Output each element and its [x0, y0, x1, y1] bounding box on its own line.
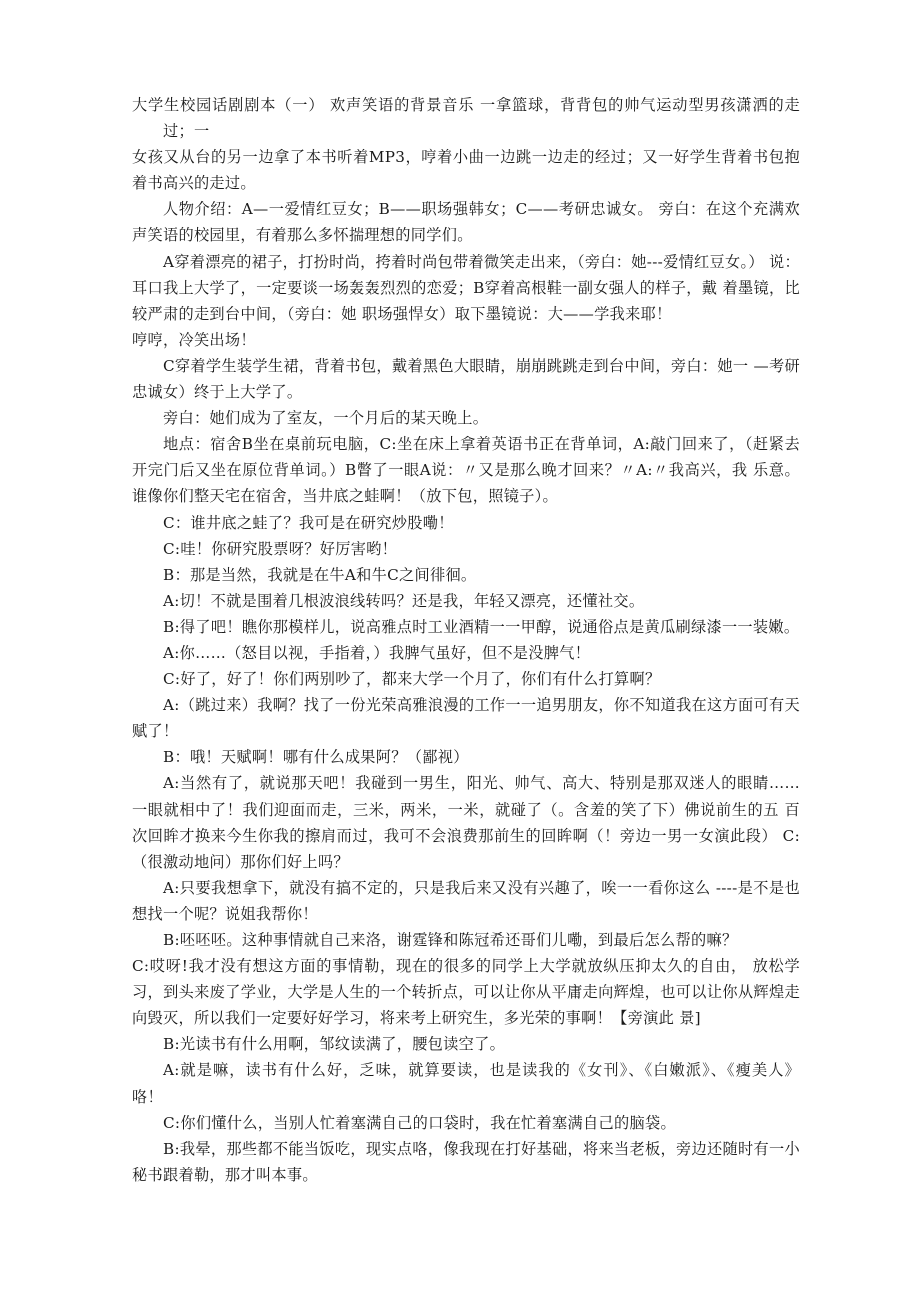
paragraph-location: 地点：宿舍B坐在桌前玩电脑，C:坐在床上拿着英语书正在背单词，A:敲门回来了，（赶紧去开完门后又坐在原位背单词。）B瞥了一眼A说：〃又是那么晚才回来？〃A:〃我高兴，我 乐意。谁像你们整天宅在宿舍，当井底之蛙啊！（放下包，照镜子）。: [132, 435, 800, 506]
paragraph-stage-direction: 女孩又从台的另一边拿了本书听着MP3，哼着小曲一边跳一边走的经过；又一好学生背着书包抱着书高兴的走过。: [132, 148, 800, 193]
paragraph-a-b-entrance: A穿着漂亮的裙子，打扮时尚，挎着时尚包带着微笑走出来，（旁白：她---爱情红豆女。） 说：耳口我上大学了，一定要谈一场轰轰烈烈的恋爱；B穿着高根鞋一副女强人的样子，戴 着墨镜，比较严肃的走到台中间，（旁白：她 职场强悍女）取下墨镜说：大——学我来耶！: [132, 252, 800, 323]
paragraph-narration: 旁白：她们成为了室友，一个月后的某天晚上。: [163, 409, 489, 428]
dialogue-line: A:当然有了，就说那天吧！我碰到一男生，阳光、帅气、高大、特别是那双迷人的眼睛…… 一眼就相中了！我们迎面而走，三米，两米，一米，就碰了（。含羞的笑了下）佛说前生的五 百次回眸才换来今生你我的擦肩而过，我可不会浪费那前生的回眸啊（！旁边一男一女演此段） C:（很激动地问）那你们好上吗？: [132, 774, 800, 871]
paragraph-characters: 人物介绍：A—一爱情红豆女；B——职场强韩女；C——考研忠诚女。 旁白：在这个充满欢声笑语的校园里，有着那么多怀揣理想的同学们。: [132, 200, 800, 245]
dialogue-line: A:（跳过来）我啊？找了一份光荣高雅浪漫的工作一一追男朋友，你不知道我在这方面可有天赋了！: [132, 696, 800, 741]
dialogue-line: A:就是嘛，读书有什么好，乏味，就算要读，也是读我的《女刊》、《白嫩派》、《瘦美人》 咯！: [132, 1061, 800, 1106]
dialogue-line: B:得了吧！瞧你那模样儿，说高雅点时工业酒精一一甲醇，说通俗点是黄瓜刷绿漆一一装嫩。: [163, 617, 800, 636]
dialogue-line: C:好了，好了！你们两别吵了，都来大学一个月了，你们有什么打算啊？: [163, 670, 661, 689]
dialogue-line: B：哦！天赋啊！哪有什么成果阿？（鄙视）: [163, 748, 469, 767]
dialogue-line: B：那是当然，我就是在牛A和牛C之间徘徊。: [163, 565, 477, 584]
dialogue-line: B:光读书有什么用啊，邹纹读满了，腰包读空了。: [163, 1035, 506, 1054]
paragraph-cold-laugh: 哼哼，冷笑出场！: [132, 330, 256, 349]
paragraph-c-entrance: C穿着学生装学生裙，背着书包，戴着黑色大眼睛，崩崩跳跳走到台中间，旁白：她一 —考研忠诚女）终于上大学了。: [132, 356, 800, 402]
script-text: [132, 92, 800, 1188]
dialogue-line: B:我晕，那些都不能当饭吃，现实点咯，像我现在打好基础，将来当老板，旁边还随时有一小秘书跟着勒，那才叫本事。: [132, 1139, 800, 1184]
dialogue-line: C:哎呀!我才没有想这方面的事情勒，现在的很多的同学上大学就放纵压抑太久的自由， 放松学习，到头来废了学业，大学是人生的一个转折点，可以让你从平庸走向辉煌，也可以让你从辉煌走向毁灭，所以我们一定要好好学习，将来考上研究生，多光荣的事啊！【旁演此 景]: [132, 957, 800, 1028]
dialogue-line: A:切！不就是围着几根波浪线转吗？还是我，年轻又漂亮，还懂社交。: [163, 591, 645, 610]
dialogue-line: B:呸呸呸。这种事情就自己来洛，谢霆锋和陈冠希还哥们儿嘞，到最后怎么帮的嘛？: [163, 931, 738, 949]
dialogue-line: C:你们懂什么，当别人忙着塞满自己的口袋时，我在忙着塞满自己的脑袋。: [163, 1113, 676, 1132]
dialogue-line: C：谁井底之蛙了？我可是在研究炒股嘞！: [163, 513, 454, 532]
dialogue-line: C:哇！你研究股票呀？好厉害哟！: [163, 539, 398, 558]
dialogue-line: A:只要我想拿下，就没有搞不定的，只是我后来又没有兴趣了，唉一一看你这么 ----是不是也想找一个呢？说姐我帮你！: [132, 878, 800, 923]
dialogue-line: A:你……（怒目以视，手指着，）我脾气虽好，但不是没脾气！: [163, 643, 591, 662]
script-title-paragraph: 大学生校园话剧剧本（一） 欢声笑语的背景音乐 一拿篮球，背背包的帅气运动型男孩潇洒的走过；一: [132, 96, 800, 141]
